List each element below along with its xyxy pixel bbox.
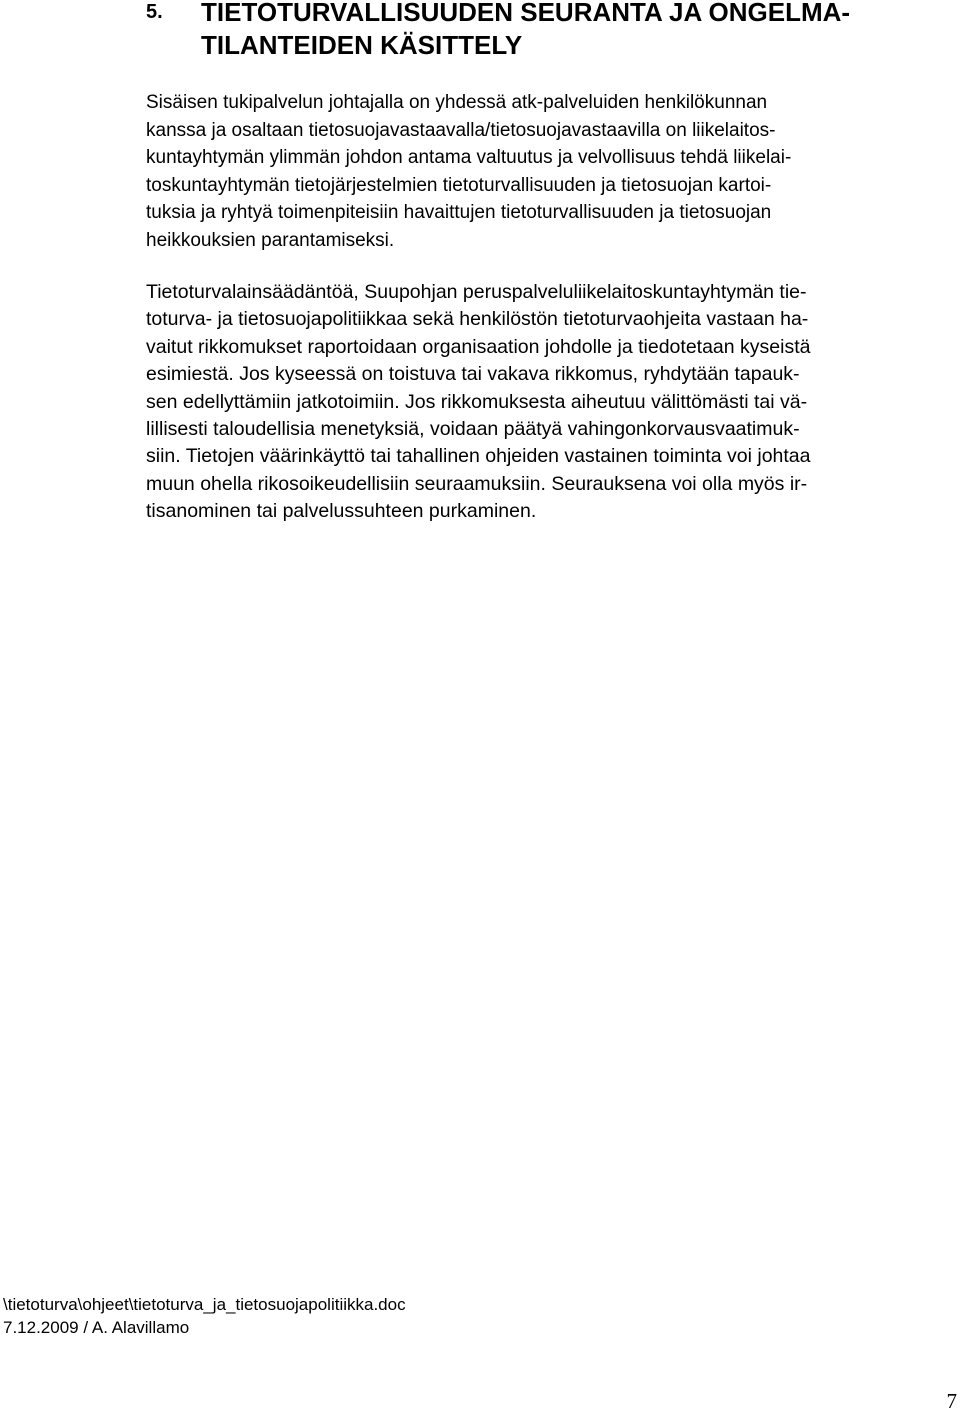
section-heading (146, 0, 946, 62)
paragraph-line: sen edellyttämiin jatkotoimiin. Jos rikkomuksesta aiheutuu välittömästi tai vä- (146, 390, 808, 413)
paragraph-1 (146, 89, 956, 255)
paragraph-line: Sisäisen tukipalvelun johtajalla on yhdessä atk-palveluiden henkilökunnan (146, 92, 768, 113)
paragraph-line: siin. Tietojen väärinkäyttö tai tahallinen ohjeiden vastainen toiminta voi johtaa (146, 445, 811, 468)
paragraph-2 (146, 279, 956, 526)
paragraph-line: vaitut rikkomukset raportoidaan organisaation johdolle ja tiedotetaan kyseistä (146, 335, 811, 358)
paragraph-line: toturva- ja tietosuojapolitiikkaa sekä henkilöstön tietoturvaohjeita vastaan ha- (146, 308, 809, 331)
paragraph-line: esimiestä. Jos kyseessä on toistuva tai vakava rikkomus, ryhdytään tapauk- (146, 363, 800, 386)
paragraph-line: tuksia ja ryhtyä toimenpiteisiin havaittujen tietoturvallisuuden ja tietosuojan (146, 202, 772, 224)
paragraph-line: kanssa ja osaltaan tietosuojavastaavalla/tietosuojavastaavilla on liikelaitos- (146, 119, 776, 141)
footer-date-author: 7.12.2009 / A. Alavillamo (3, 1318, 190, 1337)
page-number: 7 (946, 1389, 957, 1413)
section-number: 5. (146, 1, 163, 23)
paragraph-line: heikkouksien parantamiseksi. (146, 229, 395, 251)
footer-file-path: \tietoturva\ohjeet\tietoturva_ja_tietosuojapolitiikka.doc (3, 1295, 406, 1314)
paragraph-line: lillisesti taloudellisia menetyksiä, voidaan päätyä vahingonkorvausvaatimuk- (146, 418, 800, 441)
section-title-line-2: TILANTEIDEN KÄSITTELY (201, 30, 523, 60)
document-footer (3, 1293, 406, 1339)
paragraph-line: toskuntayhtymän tietojärjestelmien tietoturvallisuuden ja tietosuojan kartoi- (146, 174, 772, 196)
paragraph-line: kuntayhtymän ylimmän johdon antama valtuutus ja velvollisuus tehdä liikelai- (146, 147, 792, 169)
paragraph-line: muun ohella rikosoikeudellisiin seuraamuksiin. Seurauksena voi olla myös ir- (146, 472, 808, 495)
section-title-line-1: TIETOTURVALLISUUDEN SEURANTA JA ONGELMA- (201, 0, 851, 27)
paragraph-line: tisanominen tai palvelussuhteen purkaminen. (146, 500, 537, 523)
paragraph-line: Tietoturvalainsäädäntöä, Suupohjan peruspalveluliikelaitoskuntayhtymän tie- (146, 281, 807, 303)
